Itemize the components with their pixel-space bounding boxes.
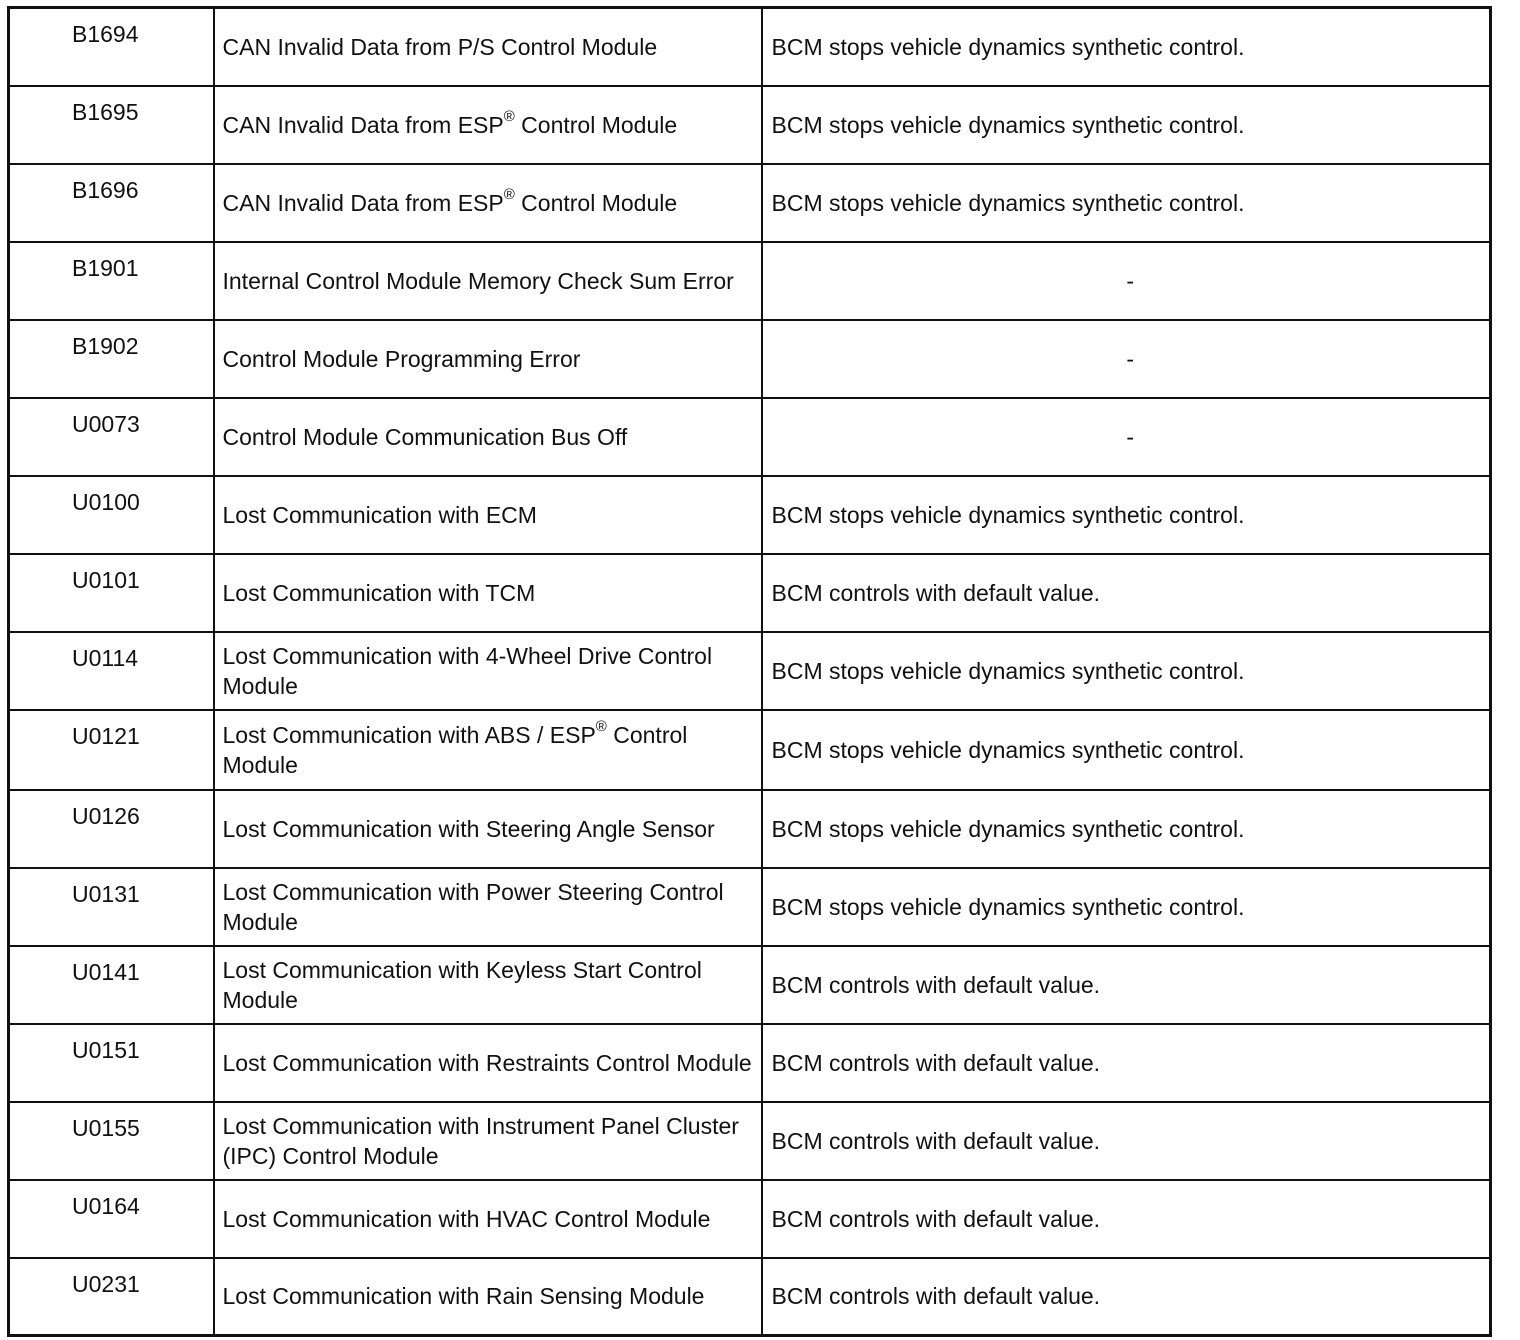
- table-row: [9, 790, 1491, 868]
- dtc-description: [214, 710, 762, 790]
- dtc-code: B1696: [9, 164, 214, 242]
- dtc-action: BCM controls with default value.: [762, 946, 1491, 1024]
- table-row: [9, 554, 1491, 632]
- dtc-description: Lost Communication with HVAC Control Module: [214, 1180, 762, 1258]
- dtc-description: Lost Communication with 4-Wheel Drive Control Module: [214, 632, 762, 710]
- table-row: [9, 1024, 1491, 1102]
- dtc-code: B1901: [9, 242, 214, 320]
- registered-mark: ®: [595, 717, 607, 735]
- dtc-code: U0141: [9, 946, 214, 1024]
- dtc-code: U0231: [9, 1258, 214, 1336]
- dtc-description: CAN Invalid Data from P/S Control Module: [214, 8, 762, 86]
- dtc-description: Control Module Programming Error: [214, 320, 762, 398]
- dtc-code: U0121: [9, 710, 214, 790]
- table-row: [9, 946, 1491, 1024]
- dtc-code: B1694: [9, 8, 214, 86]
- dtc-code: U0101: [9, 554, 214, 632]
- dtc-action: BCM controls with default value.: [762, 1258, 1491, 1336]
- dtc-action: BCM controls with default value.: [762, 1024, 1491, 1102]
- description-text: CAN Invalid Data from ESP: [222, 189, 504, 216]
- table-row: [9, 476, 1491, 554]
- table-row: [9, 1102, 1491, 1180]
- dtc-action: BCM stops vehicle dynamics synthetic control.: [762, 164, 1491, 242]
- dtc-action: -: [762, 320, 1491, 398]
- dtc-code: U0164: [9, 1180, 214, 1258]
- dtc-action: BCM stops vehicle dynamics synthetic control.: [762, 476, 1491, 554]
- dtc-description: Lost Communication with Keyless Start Control Module: [214, 946, 762, 1024]
- table-row: [9, 868, 1491, 946]
- dtc-action: BCM stops vehicle dynamics synthetic control.: [762, 8, 1491, 86]
- table-row: [9, 320, 1491, 398]
- dtc-action: BCM stops vehicle dynamics synthetic control.: [762, 790, 1491, 868]
- table-row: [9, 1180, 1491, 1258]
- dtc-action: BCM stops vehicle dynamics synthetic control.: [762, 632, 1491, 710]
- dtc-code: B1695: [9, 86, 214, 164]
- dtc-description: Lost Communication with Power Steering Control Module: [214, 868, 762, 946]
- dtc-action: BCM controls with default value.: [762, 1180, 1491, 1258]
- description-text-tail: Control Module: [222, 721, 688, 778]
- dtc-description: Lost Communication with Rain Sensing Module: [214, 1258, 762, 1336]
- description-text-tail: Control Module: [514, 189, 678, 216]
- dtc-code: U0100: [9, 476, 214, 554]
- dtc-action: BCM stops vehicle dynamics synthetic control.: [762, 86, 1491, 164]
- dtc-code: B1902: [9, 320, 214, 398]
- table-row: [9, 164, 1491, 242]
- dtc-description: Lost Communication with Steering Angle Sensor: [214, 790, 762, 868]
- dtc-table: [7, 6, 1492, 1337]
- table-row: [9, 398, 1491, 476]
- table-row: [9, 8, 1491, 86]
- dtc-description: Lost Communication with Restraints Control Module: [214, 1024, 762, 1102]
- description-text: Lost Communication with ABS / ESP: [222, 721, 596, 748]
- dtc-action: BCM controls with default value.: [762, 1102, 1491, 1180]
- description-text: CAN Invalid Data from ESP: [222, 111, 504, 138]
- dtc-action: -: [762, 398, 1491, 476]
- dtc-code: U0131: [9, 868, 214, 946]
- dtc-code: U0155: [9, 1102, 214, 1180]
- dtc-action: BCM stops vehicle dynamics synthetic control.: [762, 710, 1491, 790]
- dtc-action: -: [762, 242, 1491, 320]
- table-row: [9, 242, 1491, 320]
- dtc-action: BCM controls with default value.: [762, 554, 1491, 632]
- table-row: [9, 710, 1491, 790]
- dtc-description: Lost Communication with TCM: [214, 554, 762, 632]
- dtc-description: Lost Communication with ECM: [214, 476, 762, 554]
- registered-mark: ®: [503, 185, 515, 203]
- dtc-description: Lost Communication with Instrument Panel Cluster (IPC) Control Module: [214, 1102, 762, 1180]
- dtc-description: [214, 86, 762, 164]
- dtc-description: Control Module Communication Bus Off: [214, 398, 762, 476]
- dtc-description: [214, 164, 762, 242]
- dtc-description: Internal Control Module Memory Check Sum Error: [214, 242, 762, 320]
- table-row: [9, 86, 1491, 164]
- table-row: [9, 1258, 1491, 1336]
- dtc-code: U0151: [9, 1024, 214, 1102]
- dtc-code: U0114: [9, 632, 214, 710]
- registered-mark: ®: [503, 107, 515, 125]
- dtc-action: BCM stops vehicle dynamics synthetic control.: [762, 868, 1491, 946]
- table-row: [9, 632, 1491, 710]
- description-text-tail: Control Module: [514, 111, 678, 138]
- dtc-code: U0126: [9, 790, 214, 868]
- dtc-code: U0073: [9, 398, 214, 476]
